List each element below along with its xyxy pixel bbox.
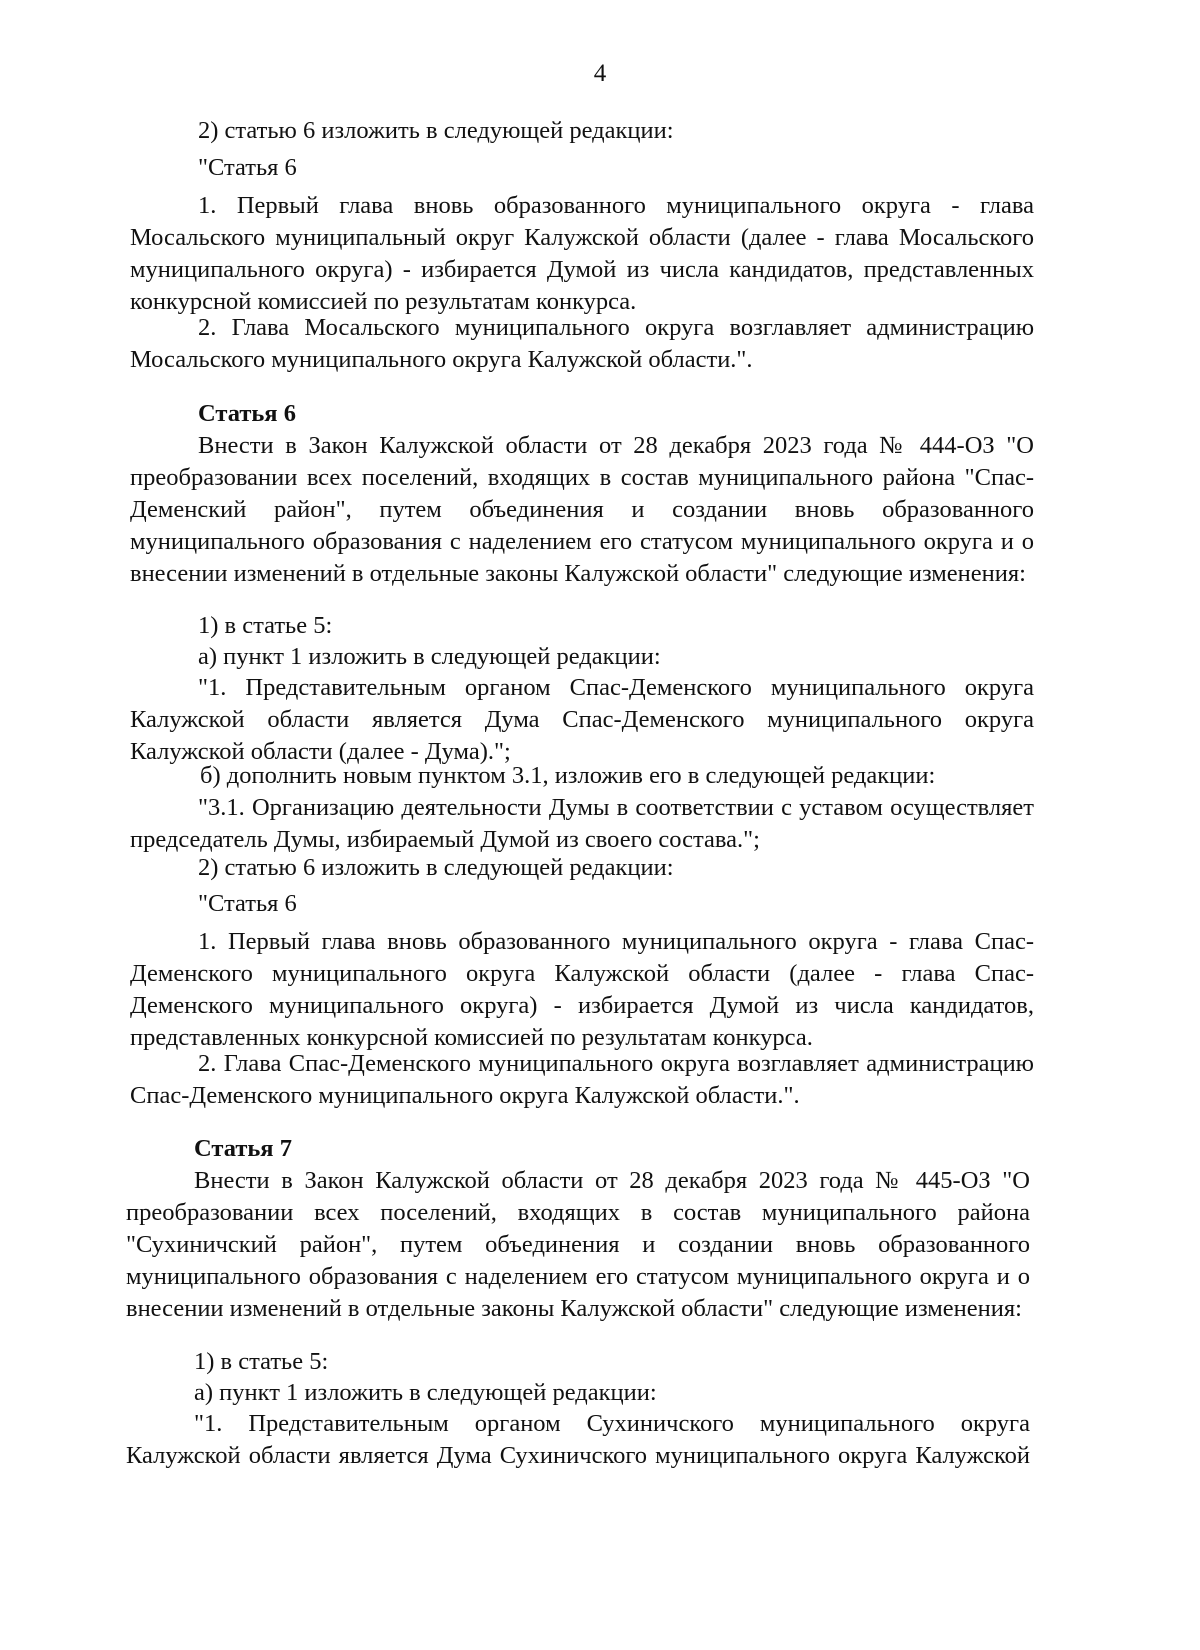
quoted-article-title: "Статья 6 (198, 154, 297, 181)
article-7-item-1a-text: "1. Представительным органом Сухиничского муниципального округа Калужской области является Дума Сухиничского муниципального округа Калужской (126, 1410, 1030, 1469)
article-6-quoted-paragraph-1: 1. Первый глава вновь образованного муниципального округа - глава Спас-Деменского муниципального округа Калужской области (далее - глава Спас-Деменского муниципального округа) - избирается Думой из числа кандидатов, представленных конкурсной комиссией по результатам конкурса. (130, 928, 1034, 1051)
article-6-item-1a-text: "1. Представительным органом Спас-Деменского муниципального округа Калужской области является Дума Спас-Деменского муниципального округа Калужской области (далее - Дума)."; (130, 674, 1034, 765)
page-number: 4 (593, 60, 607, 87)
amendment-item-2: 2) статью 6 изложить в следующей редакции: (198, 117, 674, 144)
article-7-heading: Статья 7 (194, 1135, 292, 1162)
article-7-item-1a: а) пункт 1 изложить в следующей редакции: (194, 1379, 657, 1406)
quoted-paragraph-1: 1. Первый глава вновь образованного муниципального округа - глава Мосальского муниципальный округ Калужской области (далее - глава Мосальского муниципального округа) - избирается Думой из числа кандидатов, представленных конкурсной комиссией по результатам конкурса. (130, 192, 1034, 315)
quoted-paragraph-2: 2. Глава Мосальского муниципального округа возглавляет администрацию Мосальского муниципального округа Калужской области.". (130, 314, 1034, 373)
article-6-quoted-paragraph-2: 2. Глава Спас-Деменского муниципального округа возглавляет администрацию Спас-Деменского муниципального округа Калужской области.". (130, 1050, 1034, 1109)
article-6-item-2: 2) статью 6 изложить в следующей редакции: (198, 854, 674, 881)
article-7-intro: Внести в Закон Калужской области от 28 декабря 2023 года № 445-ОЗ "О преобразовании всех поселений, входящих в состав муниципального района "Сухиничский район", путем объединения и создании вновь образованного муниципального образования с наделением его статусом муниципального округа и о внесении изменений в отдельные законы Калужской области" следующие изменения: (126, 1167, 1030, 1322)
article-7-item-1: 1) в статье 5: (194, 1348, 329, 1375)
article-6-quoted-title: "Статья 6 (198, 890, 297, 917)
article-6-item-1b: б) дополнить новым пунктом 3.1, изложив его в следующей редакции: (200, 762, 936, 789)
article-6-intro: Внести в Закон Калужской области от 28 декабря 2023 года № 444-ОЗ "О преобразовании всех поселений, входящих в состав муниципального района "Спас-Деменский район", путем объединения и создании вновь образованного муниципального образования с наделением его статусом муниципального округа и о внесении изменений в отдельные законы Калужской области" следующие изменения: (130, 432, 1034, 587)
article-6-item-1b-text: "3.1. Организацию деятельности Думы в соответствии с уставом осуществляет председатель Думы, избираемый Думой из своего состава."; (130, 794, 1034, 853)
article-6-item-1: 1) в статье 5: (198, 612, 333, 639)
article-6-item-1a: а) пункт 1 изложить в следующей редакции: (198, 643, 661, 670)
article-6-heading: Статья 6 (198, 400, 296, 427)
